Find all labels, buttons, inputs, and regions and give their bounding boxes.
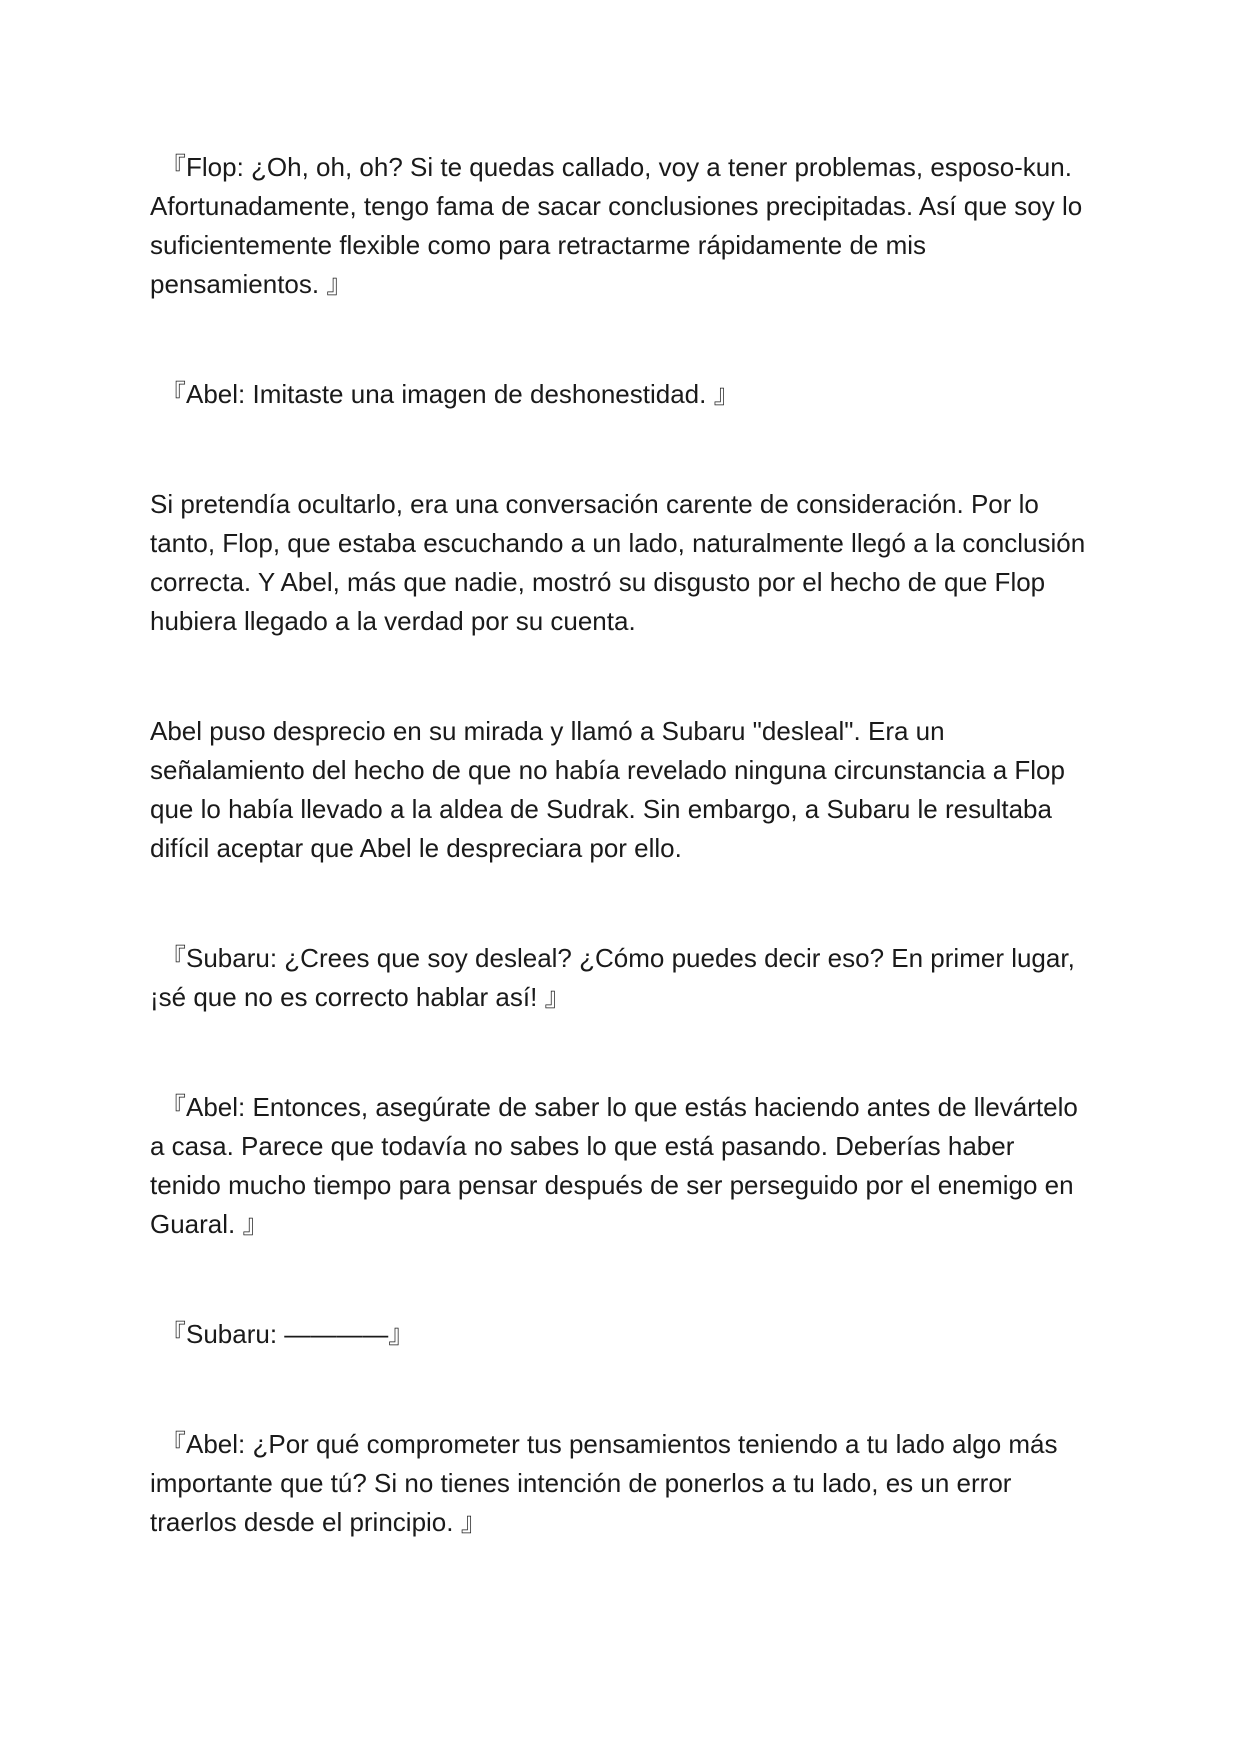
dialogue-paragraph-abel: 『Abel: Imitaste una imagen de deshonestidad. 』 [160, 379, 740, 409]
paragraph-spacer [150, 304, 1090, 375]
dialogue-paragraph-abel: 『Abel: Entonces, asegúrate de saber lo que estás haciendo antes de llevártelo a casa. Parece que todavía no sabes lo que está pasando. Deberías haber tenido mucho tiempo para pensar después de ser perseguido por el enemigo en Guaral. 』 [150, 1092, 1078, 1239]
paragraph-spacer [150, 1017, 1090, 1088]
paragraph-spacer [150, 1244, 1090, 1315]
paragraph-spacer [150, 868, 1090, 939]
dialogue-paragraph-subaru: 『Subaru: ¿Crees que soy desleal? ¿Cómo puedes decir eso? En primer lugar, ¡sé que no es correcto hablar así! 』 [150, 943, 1075, 1012]
paragraph-spacer [150, 641, 1090, 712]
narration-paragraph: Si pretendía ocultarlo, era una conversación carente de consideración. Por lo tanto, Flop, que estaba escuchando a un lado, naturalmente llegó a la conclusión correcta. Y Abel, más que nadie, mostró su disgusto por el hecho de que Flop hubiera llegado a la verdad por su cuenta. [150, 489, 1086, 636]
paragraph-spacer [150, 414, 1090, 485]
dialogue-paragraph-abel: 『Abel: ¿Por qué comprometer tus pensamientos teniendo a tu lado algo más importante que tú? Si no tienes intención de ponerlos a tu lado, es un error traerlos desde el principio. 』 [150, 1429, 1058, 1537]
dialogue-paragraph-subaru: 『Subaru: ————』 [160, 1319, 415, 1349]
narration-paragraph: Abel puso desprecio en su mirada y llamó a Subaru "desleal". Era un señalamiento del hecho de que no había revelado ninguna circunstancia a Flop que lo había llevado a la aldea de Sudrak. Sin embargo, a Subaru le resultaba difícil aceptar que Abel le despreciara por ello. [150, 716, 1065, 863]
dialogue-paragraph-flop: 『Flop: ¿Oh, oh, oh? Si te quedas callado, voy a tener problemas, esposo-kun. Afortunadamente, tengo fama de sacar conclusiones precipitadas. Así que soy lo suficientemente flexible como para retractarme rápidamente de mis pensamientos. 』 [150, 152, 1083, 299]
paragraph-spacer [150, 1354, 1090, 1425]
document-page [150, 148, 1090, 1542]
